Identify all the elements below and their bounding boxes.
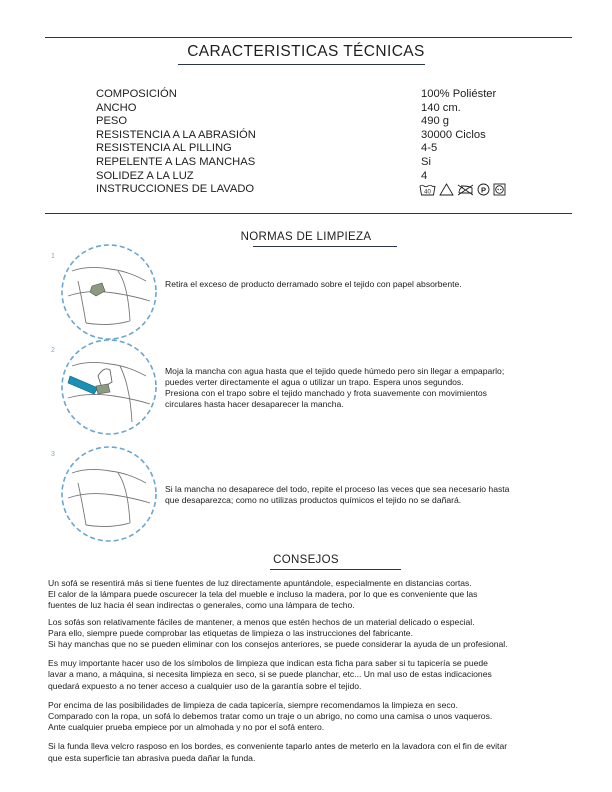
step-3-line: Si la mancha no desaparece del todo, repite el proceso las veces que sea necesario hasta [165,484,510,494]
specs-table [96,88,526,197]
spec-value: 140 cm. [421,101,461,114]
spec-row [96,102,526,116]
specs-bottom-rule [45,213,572,214]
advice-paragraph [48,578,578,612]
advice-body [48,578,578,769]
dryclean-letter: P [480,185,487,195]
advice-line: Un sofá se resentirá más si tiene fuentes de luz directamente apuntándole, especialmente en distancias cortas. [48,578,472,588]
wash-40-icon [419,183,436,196]
spec-label: PESO [96,115,128,128]
spec-row [96,170,526,184]
advice-line: que esta superficie tan abrasiva pueda dañar la funda. [48,752,256,763]
advice-heading-underline [270,569,401,570]
step-3-line: que desaparezca; como no utilizas productos químicos el tejido no se dañará. [165,495,462,505]
spec-value: 30000 Ciclos [421,128,486,141]
cleaning-heading-underline [253,246,397,247]
step-2-line: circulares hasta hacer desaparecer la mancha. [165,399,344,409]
spec-row [96,115,526,129]
advice-line: quedará expuesto a no tener acceso a cualquier uso de la garantía sobre el tejido. [48,680,362,691]
spec-label: RESISTENCIA A LA ABRASIÓN [96,128,256,141]
advice-line: fuentes de luz hacia él sean indirectas o generales, como una lámpara de techo. [48,600,355,611]
spec-label: RESISTENCIA AL PILLING [96,142,232,155]
step-1-text: Retira el exceso de producto derramado sobre el tejido con papel absorbente. [165,279,462,289]
advice-line: Comparado con la ropa, un sofá lo debemos tratar como un traje o un abrigo, no como una camisa o unos vaqueros. [48,711,493,722]
spec-value: 4-5 [421,142,438,155]
spec-row [96,142,526,156]
step-1-illustration [58,241,160,343]
top-rule [45,37,572,38]
cleaning-heading: NORMAS DE LIMPIEZA [240,231,372,243]
page-title: CARACTERISTICAS TÉCNICAS [187,43,425,60]
step-number: 1 [51,253,55,260]
spec-label: REPELENTE A LAS MANCHAS [96,155,256,168]
advice-paragraph [48,700,578,734]
no-iron-icon [457,183,474,196]
advice-line: Si la funda lleva velcro rasposo en los bordes, es conveniente taparlo antes de meterlo en la lavadora con el fin de evitar [48,741,508,752]
spec-row [96,156,526,170]
spec-label: COMPOSICIÓN [96,88,177,100]
step-2-text [165,366,504,410]
advice-heading: CONSEJOS [273,554,339,566]
spec-value: 490 g [421,115,449,128]
wash-temp: 40 [424,189,431,196]
care-icons [419,183,506,196]
advice-line: Los sofás son relativamente fáciles de mantener, a menos que estén hechos de un material delicado o especial. [48,616,475,627]
advice-line: Por encima de las posibilidades de limpieza de cada tapicería, siempre recomendamos la limpieza en seco. [48,699,458,710]
step-3-text [165,484,509,506]
step-2-line: Moja la mancha con agua hasta que el tejido quede húmedo pero sin llegar a empaparlo; [165,366,505,376]
tumble-dry-icon [493,183,506,196]
step-3-illustration [58,443,160,545]
spec-value: 100% Poliéster [421,88,497,100]
advice-paragraph [48,658,578,692]
spec-label: ANCHO [96,101,137,114]
spec-value: Si [421,155,431,168]
step-2-illustration [58,336,160,438]
step-2-line: Presiona con el trapo sobre el tejido manchado y frota suavemente con movimientos [165,388,487,398]
spec-label: INSTRUCCIONES DE LAVADO [96,183,255,196]
spec-value: 4 [421,169,428,182]
advice-paragraph [48,617,578,651]
title-underline [178,64,425,65]
dry-clean-p-icon [477,183,490,196]
advice-paragraph [48,741,578,763]
advice-line: El calor de la lámpara puede oscurecer la tela del mueble e incluso la madera, por lo que es conveniente que las [48,589,478,600]
bleach-triangle-icon [439,183,454,196]
spec-row [96,183,526,197]
step-2-line: puedes verter directamente el agua o utilizar un trapo. Espera unos segundos. [165,377,464,387]
spec-row [96,88,526,102]
advice-line: Si hay manchas que no se pueden eliminar con los consejos anteriores, se puede considerar la ayuda de un profesional. [48,639,508,650]
advice-line: Para ello, siempre puede comprobar las etiquetas de limpieza o las instrucciones del fabricante. [48,627,413,638]
step-number: 2 [51,347,55,354]
advice-line: lavar a mano, a máquina, si necesita limpieza en seco, si se puede planchar, etc... Un mal uso de estas indicaciones [48,669,492,680]
advice-line: Ante cualquier prueba empiece por un almohada y no por el sofá entero. [48,722,325,733]
spec-label: SOLIDEZ A LA LUZ [96,169,194,182]
advice-line: Es muy importante hacer uso de los símbolos de limpieza que indican esta ficha para saber si tu tapicería se puede [48,658,488,669]
spec-row [96,129,526,143]
step-number: 3 [51,451,55,458]
